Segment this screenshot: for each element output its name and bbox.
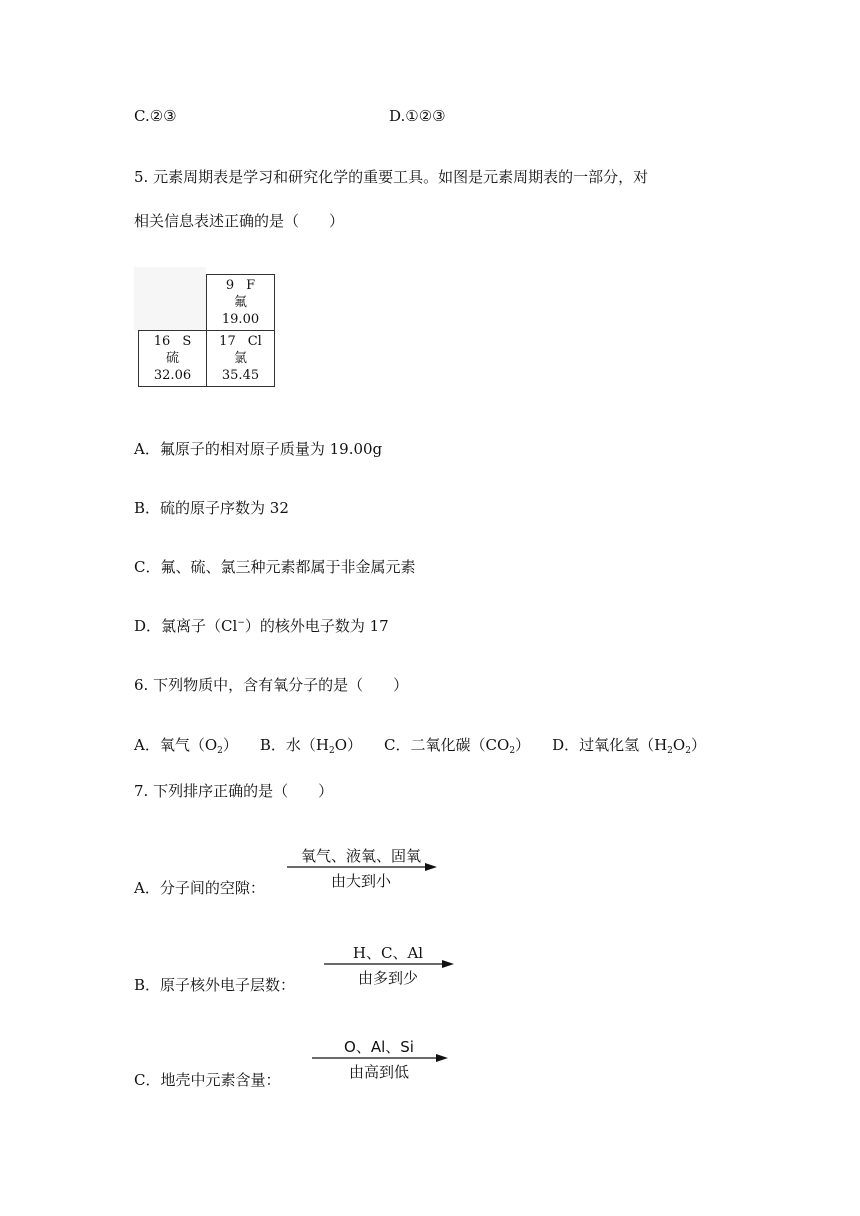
q4-option-c: C.②③ bbox=[134, 107, 177, 125]
q6-options-row bbox=[134, 734, 706, 756]
arrow-top-text: O、Al、Si bbox=[344, 1038, 414, 1056]
q6-option-d: D．过氧化氢$(H_2O_2)$ bbox=[552, 736, 706, 756]
q5-stem-line1: 5. 元素周期表是学习和研究化学的重要工具。如图是元素周期表的一部分，对 bbox=[134, 168, 649, 186]
arrow-bottom-text: 由大到小 bbox=[330, 872, 391, 890]
atomic-mass: 35.45 bbox=[221, 368, 260, 383]
table-blank-area bbox=[134, 267, 206, 331]
arrow-top-text: H、C、Al bbox=[352, 944, 424, 962]
q6-option-a: A．氧气$(O_2)$ bbox=[134, 736, 238, 756]
q5-option-a: A．氟原子的相对原子质量为 19.00g bbox=[134, 440, 383, 458]
element-name: 氟 bbox=[233, 295, 247, 310]
atomic-number: 9 bbox=[225, 278, 235, 293]
q7-stem: 7. 下列排序正确的是（ ） bbox=[134, 782, 334, 800]
q7-option-c-label: C．地壳中元素含量： bbox=[134, 1071, 281, 1089]
atomic-mass: 19.00 bbox=[221, 312, 260, 327]
element-cell-chlorine bbox=[206, 330, 275, 387]
q5-option-d: D．氯离子（Cl−）的核外电子数为 17 bbox=[134, 617, 389, 635]
atomic-number: 17 bbox=[219, 334, 236, 349]
arrow-bottom-text: 由多到少 bbox=[357, 969, 418, 987]
q5-stem-line2: 相关信息表述正确的是（ ） bbox=[134, 212, 345, 230]
atomic-number: 16 bbox=[153, 334, 171, 349]
arrow-bottom-text: 由高到低 bbox=[348, 1063, 409, 1081]
element-symbol: Cl bbox=[247, 334, 262, 349]
q6-option-c: C．二氧化碳$(CO_2)$ bbox=[384, 736, 531, 756]
q5-option-b: B．硫的原子序数为 32 bbox=[134, 499, 289, 517]
element-cell-sulfur bbox=[138, 330, 207, 387]
element-symbol: S bbox=[182, 334, 192, 349]
q7-option-c-arrow-diagram bbox=[310, 1036, 448, 1082]
q4-option-d: D.①②③ bbox=[389, 107, 446, 125]
arrow-top-text: 氧气、液氧、固氧 bbox=[300, 847, 421, 865]
q7-option-b-arrow-diagram bbox=[322, 942, 454, 988]
q7-option-a-label: A．分子间的空隙： bbox=[134, 879, 265, 897]
q7-option-b-label: B．原子核外电子层数： bbox=[134, 976, 296, 994]
q6-option-b: B．水$(H_2O)$ bbox=[259, 736, 363, 756]
element-name: 氯 bbox=[233, 351, 247, 366]
q5-option-c: C．氟、硫、氯三种元素都属于非金属元素 bbox=[134, 558, 416, 576]
q6-stem: 6. 下列物质中，含有氧分子的是（ ） bbox=[134, 676, 409, 694]
atomic-mass: 32.06 bbox=[153, 368, 192, 383]
element-symbol: F bbox=[246, 278, 256, 293]
q7-option-a-arrow-diagram bbox=[285, 845, 437, 891]
periodic-table-fragment bbox=[134, 267, 280, 391]
element-name: 硫 bbox=[165, 351, 179, 366]
element-cell-fluorine bbox=[206, 274, 275, 331]
